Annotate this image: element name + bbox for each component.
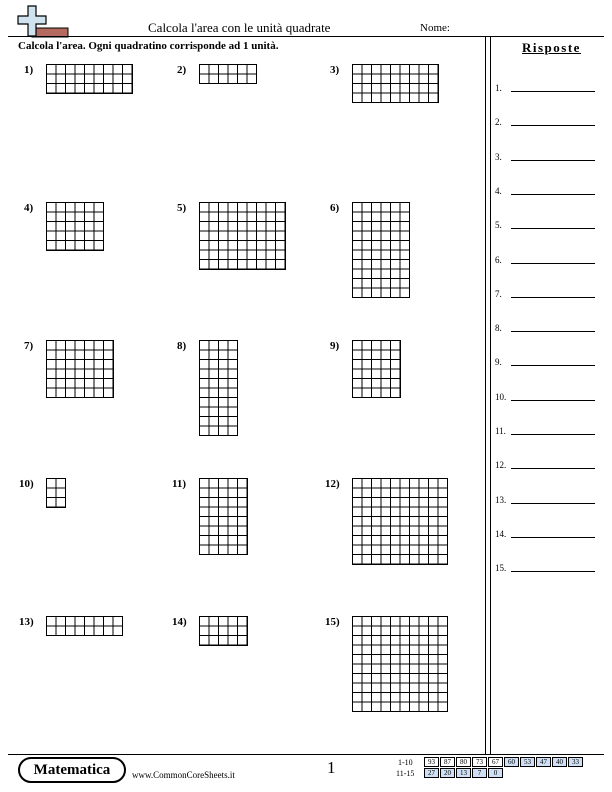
website-link[interactable]: www.CommonCoreSheets.it — [132, 770, 235, 780]
answer-number: 11. — [495, 426, 506, 436]
worksheet-title: Calcola l'area con le unità quadrate — [148, 20, 331, 35]
instructions: Calcola l'area. Ogni quadratino corrisponde ad 1 unità. — [18, 40, 279, 52]
score-cell: 93 — [424, 757, 439, 767]
score-cell: 27 — [424, 768, 439, 778]
unit-square-grid — [46, 478, 66, 508]
answer-blank-line[interactable] — [511, 263, 595, 264]
score-row-label: 1-10 — [398, 758, 413, 767]
footer-rule — [8, 754, 604, 755]
score-cell: 40 — [552, 757, 567, 767]
unit-square-grid — [46, 64, 133, 94]
unit-square-grid — [352, 616, 448, 712]
score-row-label: 11-15 — [396, 769, 415, 778]
answer-number: 12. — [495, 460, 507, 470]
score-cell: 87 — [440, 757, 455, 767]
unit-square-grid — [46, 202, 104, 251]
unit-square-grid — [46, 340, 114, 398]
answer-column-divider — [485, 36, 491, 754]
unit-square-grid — [46, 616, 123, 636]
answer-blank-line[interactable] — [511, 503, 595, 504]
unit-square-grid — [199, 616, 248, 646]
answer-number: 6. — [495, 255, 502, 265]
answers-title: Risposte — [522, 40, 581, 55]
score-cell: 20 — [440, 768, 455, 778]
answer-number: 1. — [495, 83, 502, 93]
answer-number: 8. — [495, 323, 502, 333]
score-cell: 53 — [520, 757, 535, 767]
score-cell: 60 — [504, 757, 519, 767]
unit-square-grid — [352, 340, 401, 398]
problem-label: 3) — [330, 64, 340, 76]
answer-blank-line[interactable] — [511, 537, 595, 538]
answer-blank-line[interactable] — [511, 365, 595, 366]
unit-square-grid — [199, 340, 238, 436]
math-plus-logo-icon — [14, 4, 70, 38]
problem-label: 6) — [330, 202, 340, 214]
answer-number: 15. — [495, 563, 507, 573]
answer-blank-line[interactable] — [511, 194, 595, 195]
unit-square-grid — [199, 202, 286, 270]
problem-label: 11) — [172, 478, 187, 490]
unit-square-grid — [199, 478, 248, 555]
answer-number: 10. — [495, 392, 507, 402]
answer-number: 2. — [495, 117, 502, 127]
problem-label: 8) — [177, 340, 187, 352]
unit-square-grid — [352, 64, 439, 103]
score-cell: 73 — [472, 757, 487, 767]
answer-number: 4. — [495, 186, 502, 196]
page-number: 1 — [327, 758, 336, 777]
problem-label: 13) — [19, 616, 34, 628]
answer-number: 13. — [495, 495, 507, 505]
problem-label: 4) — [24, 202, 34, 214]
answer-blank-line[interactable] — [511, 571, 595, 572]
answer-number: 5. — [495, 220, 502, 230]
score-cell: 13 — [456, 768, 471, 778]
answer-blank-line[interactable] — [511, 91, 595, 92]
answer-blank-line[interactable] — [511, 125, 595, 126]
name-label: Nome: — [420, 22, 450, 34]
answer-blank-line[interactable] — [511, 228, 595, 229]
answer-number: 9. — [495, 357, 502, 367]
problem-label: 2) — [177, 64, 187, 76]
score-cell: 80 — [456, 757, 471, 767]
unit-square-grid — [199, 64, 257, 84]
answer-number: 14. — [495, 529, 507, 539]
problem-label: 9) — [330, 340, 340, 352]
header-rule — [8, 36, 604, 37]
problem-label: 12) — [325, 478, 340, 490]
answer-number: 3. — [495, 152, 502, 162]
score-cell: 47 — [536, 757, 551, 767]
unit-square-grid — [352, 478, 448, 565]
unit-square-grid — [352, 202, 410, 298]
score-cell: 33 — [568, 757, 583, 767]
answer-blank-line[interactable] — [511, 400, 595, 401]
score-cell: 0 — [488, 768, 503, 778]
problem-label: 5) — [177, 202, 187, 214]
answer-blank-line[interactable] — [511, 434, 595, 435]
score-cell: 7 — [472, 768, 487, 778]
problem-label: 7) — [24, 340, 34, 352]
brand-badge: Matematica — [18, 757, 126, 783]
problem-label: 10) — [19, 478, 34, 490]
answer-blank-line[interactable] — [511, 468, 595, 469]
answer-blank-line[interactable] — [511, 297, 595, 298]
problem-label: 1) — [24, 64, 34, 76]
answer-blank-line[interactable] — [511, 331, 595, 332]
problem-label: 15) — [325, 616, 340, 628]
score-cell: 67 — [488, 757, 503, 767]
answer-blank-line[interactable] — [511, 160, 595, 161]
answer-number: 7. — [495, 289, 502, 299]
problem-label: 14) — [172, 616, 187, 628]
